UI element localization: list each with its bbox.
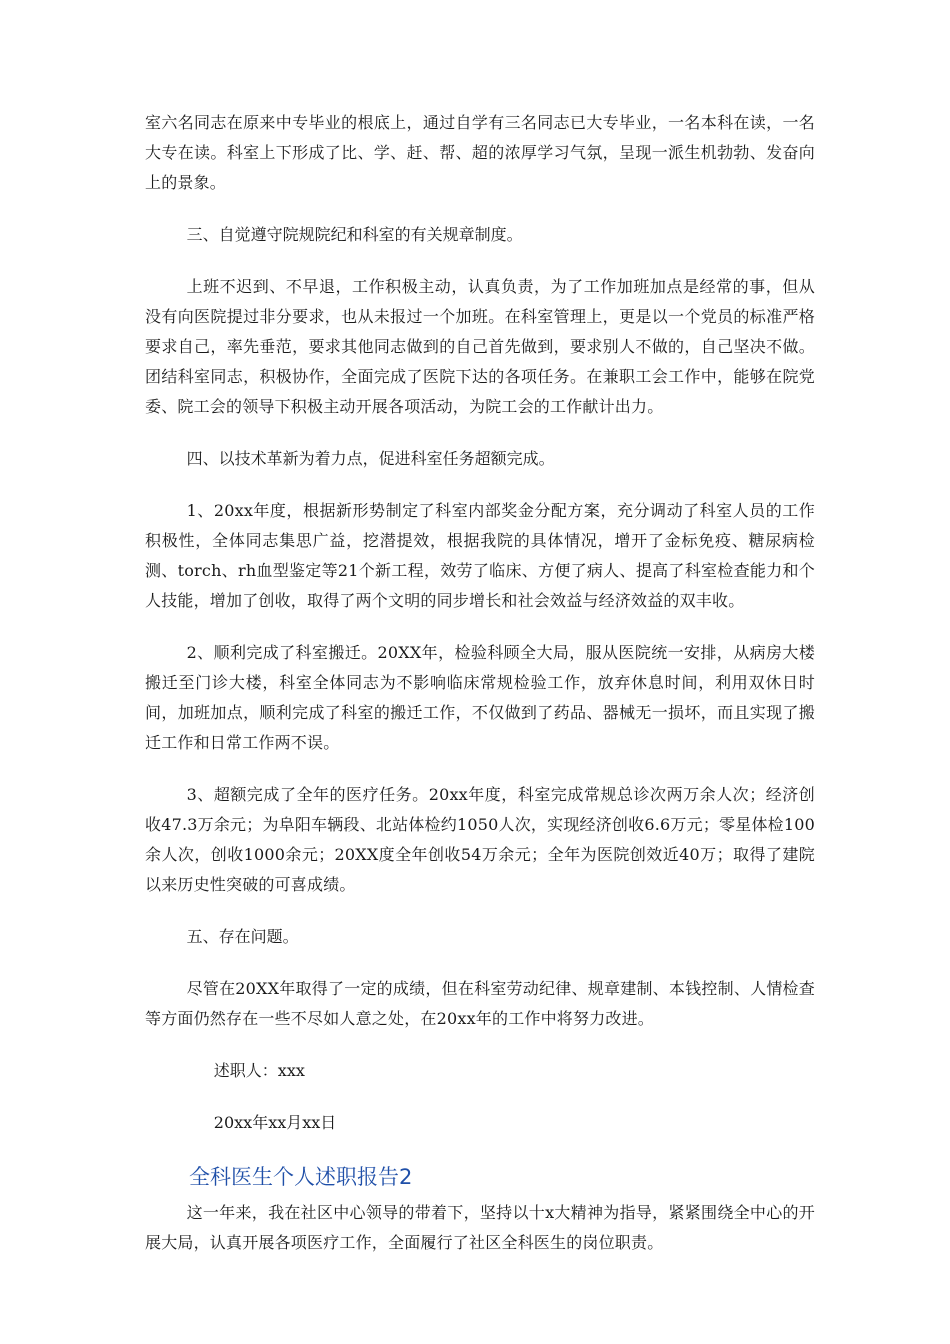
paragraph-item-2: 2、顺利完成了科室搬迁。20XX年，检验科顾全大局，服从医院统一安排，从病房大楼搬迁至门诊大楼，科室全体同志为不影响临床常规检验工作，放弃休息时间，利用双休日时间，加班加点，顺利完成了科室的搬迁工作，不仅做到了药品、器械无一损坏，而且实现了搬迁工作和日常工作两不误。: [145, 643, 815, 752]
paragraph-intro-continuation: 室六名同志在原来中专毕业的根底上，通过自学有三名同志已大专毕业，一名本科在读，一名大专在读。科室上下形成了比、学、赶、帮、超的浓厚学习气氛，呈现一派生机勃勃、发奋向上的景象。: [145, 113, 815, 192]
report-2-title: 全科医生个人述职报告2: [189, 1165, 413, 1189]
heading-section-4: 四、以技术革新为着力点，促进科室任务超额完成。: [186, 449, 555, 468]
paragraph-problems: 尽管在20XX年取得了一定的成绩，但在科室劳动纪律、规章建制、本钱控制、人情检查等方面仍然存在一些不尽如人意之处，在20xx年的工作中将努力改进。: [145, 979, 815, 1028]
heading-section-5: 五、存在问题。: [186, 927, 299, 946]
date-line: 20xx年xx月xx日: [213, 1113, 337, 1132]
signer-line: 述职人：xxx: [213, 1061, 305, 1080]
paragraph-discipline: 上班不迟到、不早退，工作积极主动，认真负责，为了工作加班加点是经常的事，但从没有向医院提过非分要求，也从未报过一个加班。在科室管理上，更是以一个党员的标准严格要求自己，率先垂范，要求其他同志做到的自己首先做到，要求别人不做的，自己坚决不做。团结科室同志，积极协作，全面完成了医院下达的各项任务。在兼职工会工作中，能够在院党委、院工会的领导下积极主动开展各项活动，为院工会的工作献计出力。: [145, 277, 815, 416]
paragraph-item-1: 1、20xx年度，根据新形势制定了科室内部奖金分配方案，充分调动了科室人员的工作积极性，全体同志集思广益，挖潜提效，根据我院的具体情况，增开了金标免疫、糖尿病检测、torch、rh血型鉴定等21个新工程，效劳了临床、方便了病人、提高了科室检查能力和个人技能，增加了创收，取得了两个文明的同步增长和社会效益与经济效益的双丰收。: [145, 501, 815, 610]
paragraph-item-3: 3、超额完成了全年的医疗任务。20xx年度，科室完成常规总诊次两万余人次；经济创收47.3万余元；为阜阳车辆段、北站体检约1050人次，实现经济创收6.6万元；零星体检100余人次，创收1000余元；20XX度全年创收54万余元；全年为医院创效近40万；取得了建院以来历史性突破的可喜成绩。: [145, 785, 815, 894]
heading-section-3: 三、自觉遵守院规院纪和科室的有关规章制度。: [186, 225, 523, 244]
paragraph-report-2-intro: 这一年来，我在社区中心领导的带着下，坚持以十x大精神为指导，紧紧围绕全中心的开展大局，认真开展各项医疗工作，全面履行了社区全科医生的岗位职责。: [145, 1203, 815, 1252]
document-body: [145, 108, 815, 1280]
